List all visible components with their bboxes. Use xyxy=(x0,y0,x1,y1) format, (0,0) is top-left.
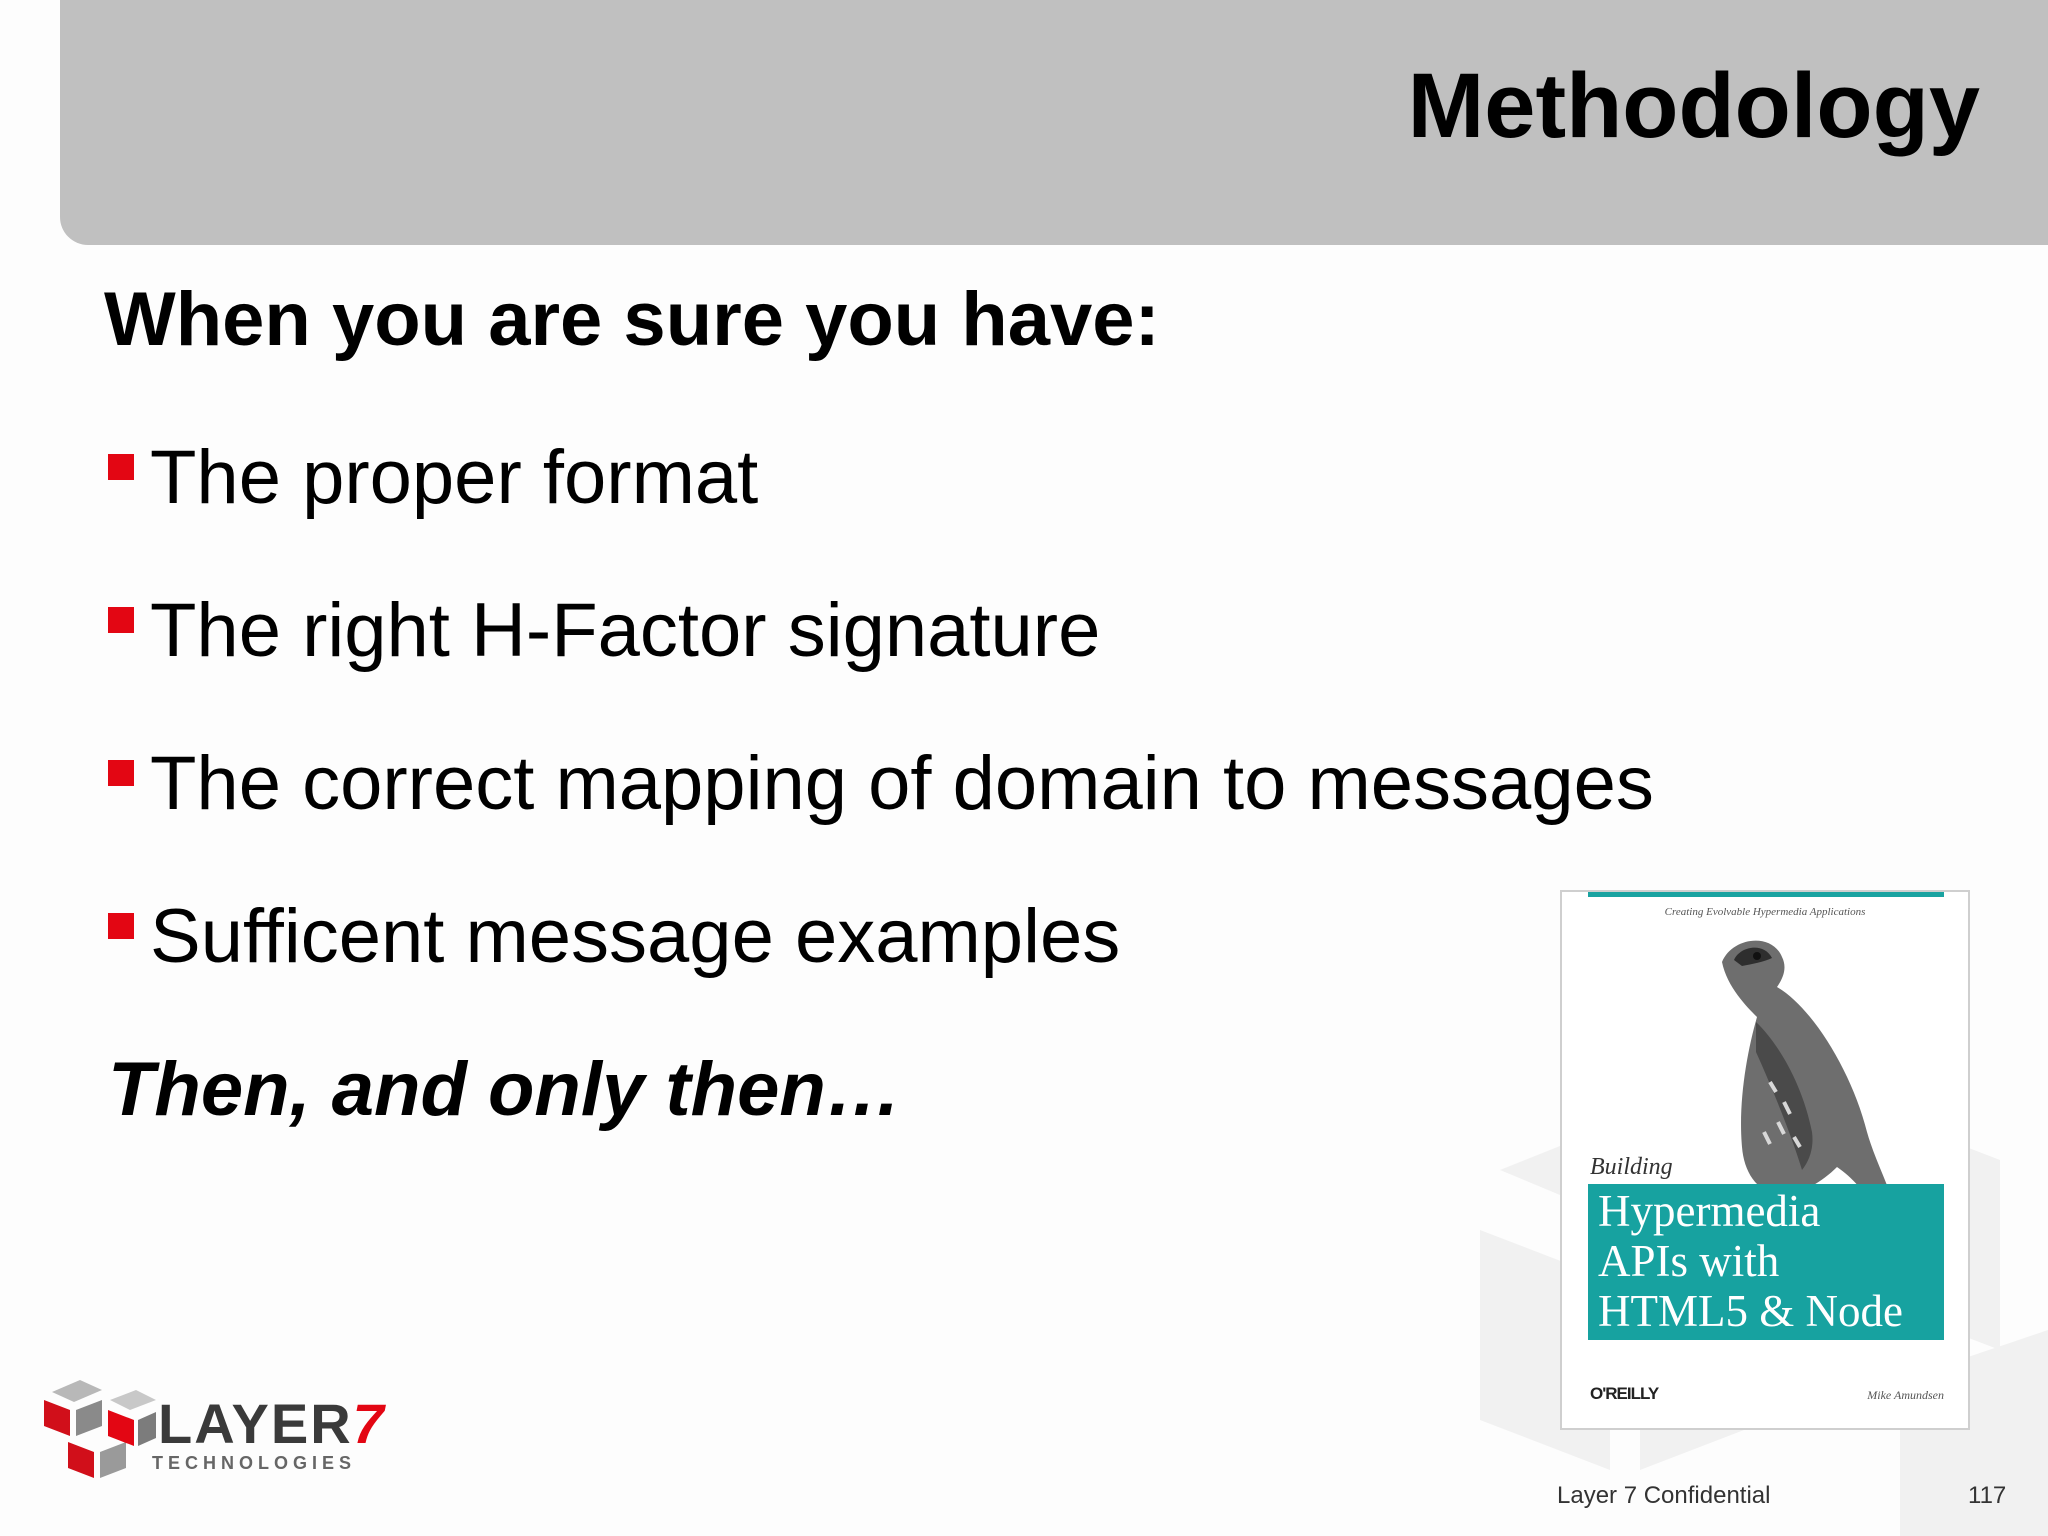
book-title-block xyxy=(1588,1184,1944,1340)
square-bullet-icon xyxy=(108,607,134,633)
bullet-text: The proper format xyxy=(150,435,759,520)
book-title-line: HTML5 & Node xyxy=(1598,1286,1903,1336)
book-cover xyxy=(1560,890,1970,1430)
logo-word: LAYER xyxy=(158,1392,353,1455)
bullet-text: The correct mapping of domain to messages xyxy=(150,741,1654,826)
book-subtitle: Building xyxy=(1590,1154,1673,1180)
logo-number: 7 xyxy=(352,1392,386,1455)
square-bullet-icon xyxy=(108,454,134,480)
book-author: Mike Amundsen xyxy=(1867,1388,1944,1402)
bullet-text: Sufficent message examples xyxy=(150,894,1121,979)
footer-confidential: Layer 7 Confidential xyxy=(1557,1482,1771,1509)
square-bullet-icon xyxy=(108,913,134,939)
logo-wordmark xyxy=(158,1392,386,1455)
list-item xyxy=(108,435,1654,593)
book-title-line: Hypermedia xyxy=(1598,1186,1821,1236)
lead-text: When you are sure you have: xyxy=(104,277,1160,362)
page-number: 117 xyxy=(1968,1482,2007,1509)
stacked-cubes-icon xyxy=(40,1370,158,1480)
square-bullet-icon xyxy=(108,760,134,786)
book-title-line: APIs with xyxy=(1598,1236,1780,1286)
logo-subtitle: TECHNOLOGIES xyxy=(152,1453,357,1473)
list-item xyxy=(108,741,1654,899)
list-item xyxy=(108,588,1654,746)
bullet-text: The right H-Factor signature xyxy=(150,588,1101,673)
book-publisher: O'REILLY xyxy=(1590,1384,1659,1403)
bullet-list xyxy=(108,435,1654,1052)
list-item xyxy=(108,894,1654,1052)
closing-text: Then, and only then… xyxy=(108,1047,902,1132)
layer7-logo xyxy=(40,1370,400,1480)
slide-title: Methodology xyxy=(1407,55,1980,157)
book-tagline: Creating Evolvable Hypermedia Applications xyxy=(1664,906,1866,918)
book-top-bar xyxy=(1588,892,1944,897)
